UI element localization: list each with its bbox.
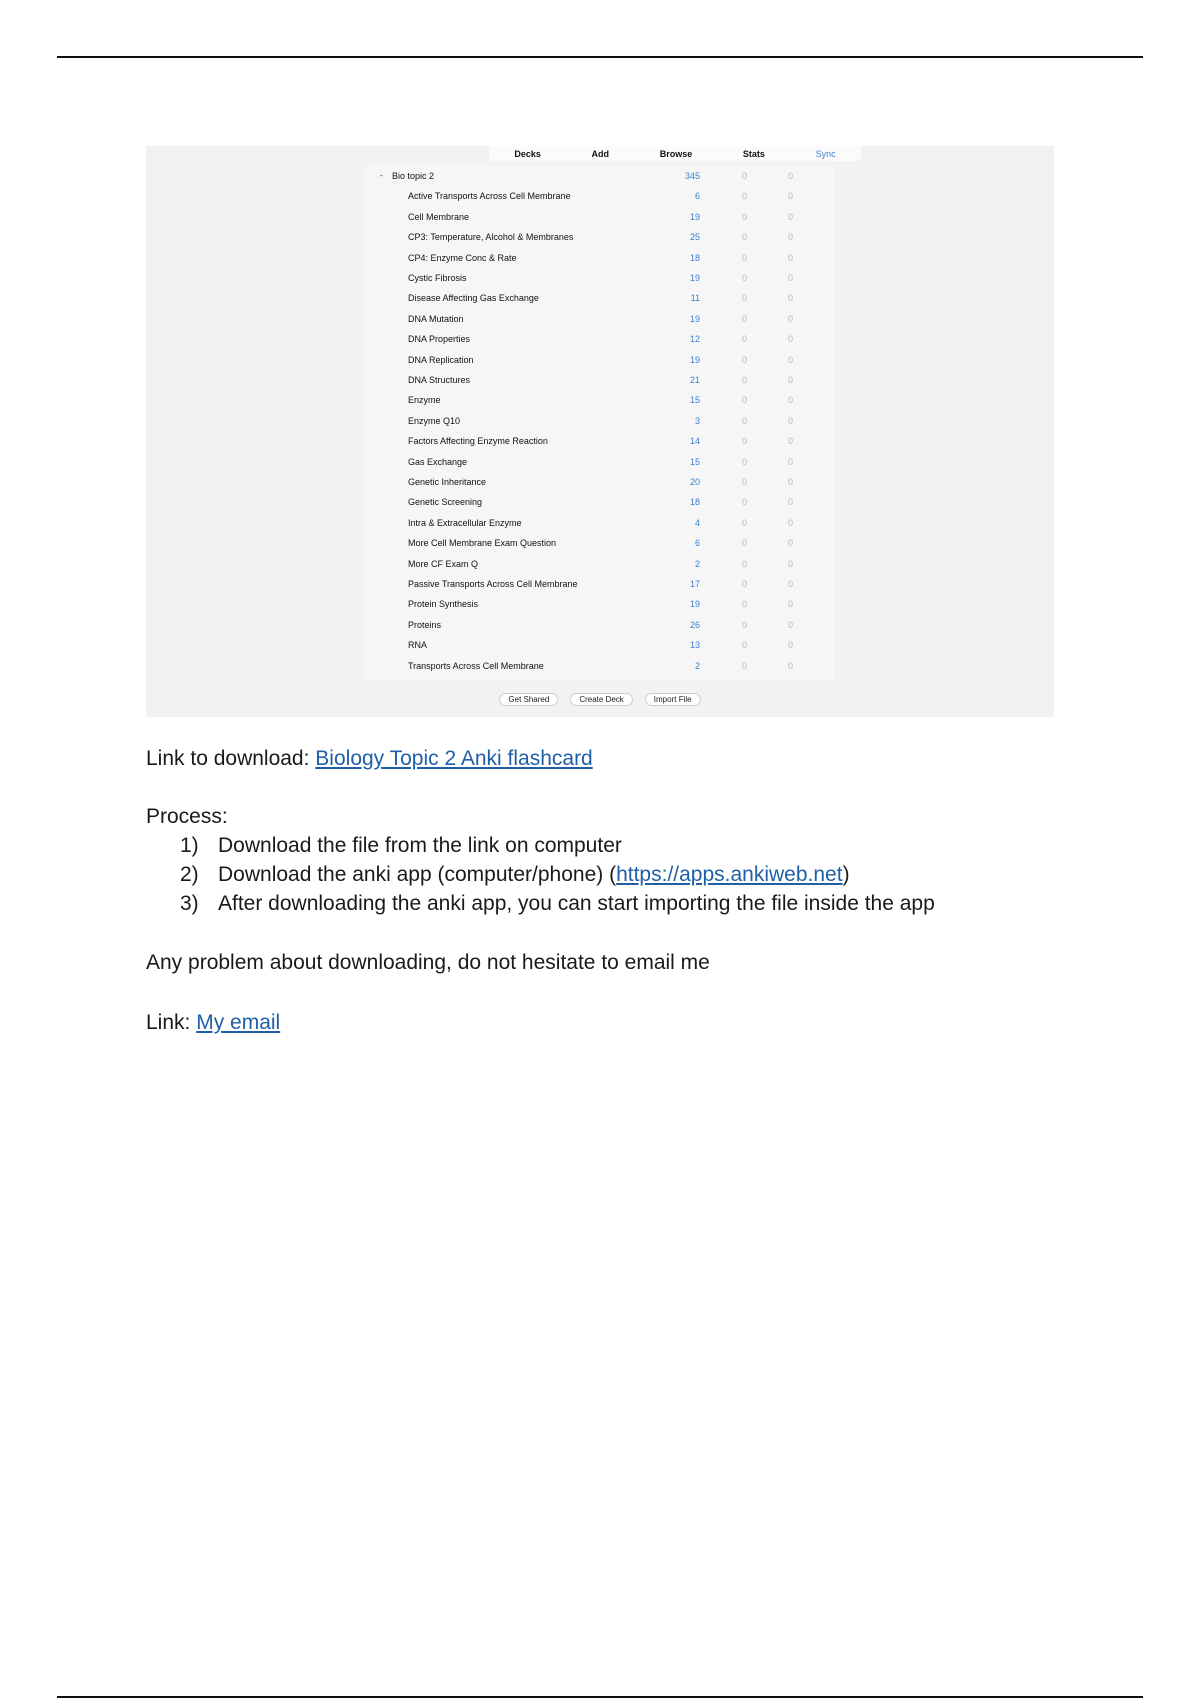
header-rule <box>57 56 1143 58</box>
deck-name: Bio topic 2 <box>392 171 435 181</box>
step-text-after: ) <box>842 863 850 886</box>
anki-nav <box>489 146 861 161</box>
deck-name: More Cell Membrane Exam Question <box>408 538 557 549</box>
deck-due: 4 <box>694 517 700 528</box>
deck-row[interactable] <box>364 533 834 553</box>
deck-row[interactable] <box>364 288 834 308</box>
deck-new: 0 <box>742 273 748 283</box>
deck-row-parent[interactable] <box>364 166 834 186</box>
deck-new: 0 <box>742 252 748 263</box>
list-item <box>180 834 935 863</box>
deck-row[interactable] <box>364 411 834 431</box>
anki-buttons <box>146 693 1054 706</box>
deck-row[interactable] <box>364 574 834 594</box>
deck-new: 0 <box>742 640 748 651</box>
deck-learn: 0 <box>788 497 794 508</box>
email-label: Link: <box>146 1011 197 1034</box>
deck-new: 0 <box>742 375 748 385</box>
deck-row[interactable] <box>364 554 834 574</box>
deck-learn: 0 <box>788 538 794 549</box>
deck-learn: 0 <box>788 293 794 304</box>
deck-row[interactable] <box>364 615 834 635</box>
step-number: 3) <box>180 892 199 915</box>
deck-due: 19 <box>689 211 700 222</box>
step-text <box>218 863 850 892</box>
deck-due: 20 <box>689 477 700 487</box>
step-text-before: Download the anki app (computer/phone) ( <box>218 863 617 886</box>
nav-add[interactable]: Add <box>591 148 610 159</box>
ankiweb-link[interactable]: https://apps.ankiweb.net <box>616 863 843 886</box>
deck-due: 18 <box>689 497 700 508</box>
deck-learn: 0 <box>788 252 794 263</box>
deck-name: Cystic Fibrosis <box>408 273 467 283</box>
download-label: Link to download: <box>146 747 316 770</box>
deck-name: Gas Exchange <box>408 456 468 467</box>
deck-row[interactable] <box>364 635 834 655</box>
deck-name: Genetic Inheritance <box>408 477 487 487</box>
deck-learn: 0 <box>788 456 794 467</box>
deck-row[interactable] <box>364 656 834 676</box>
deck-due: 13 <box>689 640 700 651</box>
deck-due: 19 <box>689 273 700 283</box>
deck-due: 2 <box>694 660 700 671</box>
deck-name: Transports Across Cell Membrane <box>408 660 544 671</box>
deck-new: 0 <box>742 313 748 324</box>
deck-new: 0 <box>742 599 748 610</box>
collapse-icon[interactable]: - <box>380 171 383 180</box>
get-shared-button[interactable]: Get Shared <box>499 693 558 706</box>
step-text: After downloading the anki app, you can start importing the file inside the app <box>218 892 935 915</box>
deck-row[interactable] <box>364 452 834 472</box>
deck-new: 0 <box>742 171 748 181</box>
deck-new: 0 <box>742 558 748 569</box>
deck-name: Proteins <box>408 619 442 630</box>
email-line <box>146 1011 280 1035</box>
deck-learn: 0 <box>788 415 794 426</box>
problem-note: Any problem about downloading, do not hesitate to email me <box>146 951 710 974</box>
nav-sync[interactable]: Sync <box>815 148 836 159</box>
download-line <box>146 747 593 771</box>
deck-row[interactable] <box>364 431 834 451</box>
step-number: 1) <box>180 834 199 857</box>
deck-row[interactable] <box>364 350 834 370</box>
deck-due: 14 <box>689 436 700 447</box>
deck-learn: 0 <box>788 334 794 345</box>
create-deck-button[interactable]: Create Deck <box>570 693 632 706</box>
deck-learn: 0 <box>788 579 794 589</box>
deck-row[interactable] <box>364 309 834 329</box>
deck-new: 0 <box>742 354 748 365</box>
list-item <box>180 863 935 892</box>
deck-new: 0 <box>742 619 748 630</box>
deck-new: 0 <box>742 477 748 487</box>
deck-due: 15 <box>689 395 700 406</box>
deck-name: Intra & Extracellular Enzyme <box>408 517 522 528</box>
deck-row[interactable] <box>364 390 834 410</box>
deck-learn: 0 <box>788 436 794 447</box>
deck-due: 15 <box>689 456 700 467</box>
deck-name: Genetic Screening <box>408 497 483 508</box>
deck-new: 0 <box>742 660 748 671</box>
deck-new: 0 <box>742 232 748 243</box>
deck-due: 26 <box>689 619 700 630</box>
deck-name: DNA Structures <box>408 375 471 385</box>
deck-name: CP4: Enzyme Conc & Rate <box>408 252 517 263</box>
deck-name: Factors Affecting Enzyme Reaction <box>408 436 548 447</box>
deck-due: 11 <box>690 293 700 304</box>
deck-due: 19 <box>689 354 700 365</box>
deck-due: 25 <box>689 232 700 243</box>
deck-due: 6 <box>694 191 700 202</box>
process-heading: Process: <box>146 805 228 828</box>
flashcard-link[interactable]: Biology Topic 2 Anki flashcard <box>315 747 593 770</box>
deck-name: Enzyme Q10 <box>408 415 461 426</box>
process-steps <box>180 834 935 921</box>
deck-learn: 0 <box>788 477 794 487</box>
deck-learn: 0 <box>788 599 794 610</box>
deck-new: 0 <box>742 517 748 528</box>
deck-row[interactable] <box>364 227 834 247</box>
deck-name: DNA Replication <box>408 354 474 365</box>
deck-new: 0 <box>742 191 748 202</box>
deck-row[interactable] <box>364 268 834 288</box>
deck-name: Cell Membrane <box>408 211 470 222</box>
footer-rule <box>57 1696 1143 1698</box>
deck-learn: 0 <box>788 558 794 569</box>
deck-new: 0 <box>742 395 748 406</box>
deck-row[interactable] <box>364 513 834 533</box>
deck-name: DNA Properties <box>408 334 471 345</box>
deck-learn: 0 <box>788 232 794 243</box>
deck-learn: 0 <box>788 375 794 385</box>
deck-due: 21 <box>689 375 700 385</box>
deck-learn: 0 <box>788 395 794 406</box>
deck-due: 18 <box>689 252 700 263</box>
deck-new: 0 <box>742 436 748 447</box>
deck-due: 6 <box>694 538 700 549</box>
deck-name: Passive Transports Across Cell Membrane <box>408 579 578 589</box>
deck-name: DNA Mutation <box>408 313 464 324</box>
deck-name: Active Transports Across Cell Membrane <box>408 191 571 202</box>
deck-name: Disease Affecting Gas Exchange <box>408 293 539 304</box>
deck-learn: 0 <box>788 191 794 202</box>
step-text: Download the file from the link on computer <box>218 834 622 857</box>
deck-list <box>364 166 834 680</box>
deck-due: 12 <box>689 334 700 345</box>
email-link[interactable]: My email <box>196 1011 281 1034</box>
nav-stats[interactable]: Stats <box>742 148 765 159</box>
deck-learn: 0 <box>788 660 794 671</box>
deck-due: 2 <box>694 558 700 569</box>
anki-screenshot <box>146 146 1054 717</box>
deck-learn: 0 <box>788 273 794 283</box>
deck-new: 0 <box>742 497 748 508</box>
deck-name: RNA <box>408 640 428 651</box>
deck-name: Protein Synthesis <box>408 599 479 610</box>
deck-learn: 0 <box>788 640 794 651</box>
deck-row[interactable] <box>364 370 834 390</box>
deck-name: Enzyme <box>408 395 441 406</box>
deck-new: 0 <box>742 293 748 304</box>
deck-name: CP3: Temperature, Alcohol & Membranes <box>408 232 574 243</box>
deck-row[interactable] <box>364 472 834 492</box>
deck-row[interactable] <box>364 329 834 349</box>
deck-row[interactable] <box>364 248 834 268</box>
deck-due: 19 <box>689 313 700 324</box>
deck-learn: 0 <box>788 211 794 222</box>
deck-learn: 0 <box>788 517 794 528</box>
deck-row[interactable] <box>364 207 834 227</box>
deck-new: 0 <box>742 456 748 467</box>
deck-learn: 0 <box>788 619 794 630</box>
deck-due: 17 <box>689 579 700 589</box>
step-number: 2) <box>180 863 199 886</box>
deck-name: More CF Exam Q <box>408 558 479 569</box>
nav-browse[interactable]: Browse <box>659 148 693 159</box>
deck-row[interactable] <box>364 186 834 206</box>
deck-new: 0 <box>742 334 748 345</box>
deck-due: 345 <box>684 171 700 181</box>
nav-decks[interactable]: Decks <box>514 148 541 159</box>
list-item <box>180 892 935 921</box>
deck-new: 0 <box>742 538 748 549</box>
deck-learn: 0 <box>788 171 794 181</box>
deck-due: 3 <box>694 415 700 426</box>
deck-learn: 0 <box>788 313 794 324</box>
import-file-button[interactable]: Import File <box>645 693 701 706</box>
deck-new: 0 <box>742 415 748 426</box>
deck-new: 0 <box>742 579 748 589</box>
deck-due: 19 <box>689 599 700 610</box>
deck-learn: 0 <box>788 354 794 365</box>
deck-row[interactable] <box>364 594 834 614</box>
deck-row[interactable] <box>364 492 834 512</box>
deck-new: 0 <box>742 211 748 222</box>
